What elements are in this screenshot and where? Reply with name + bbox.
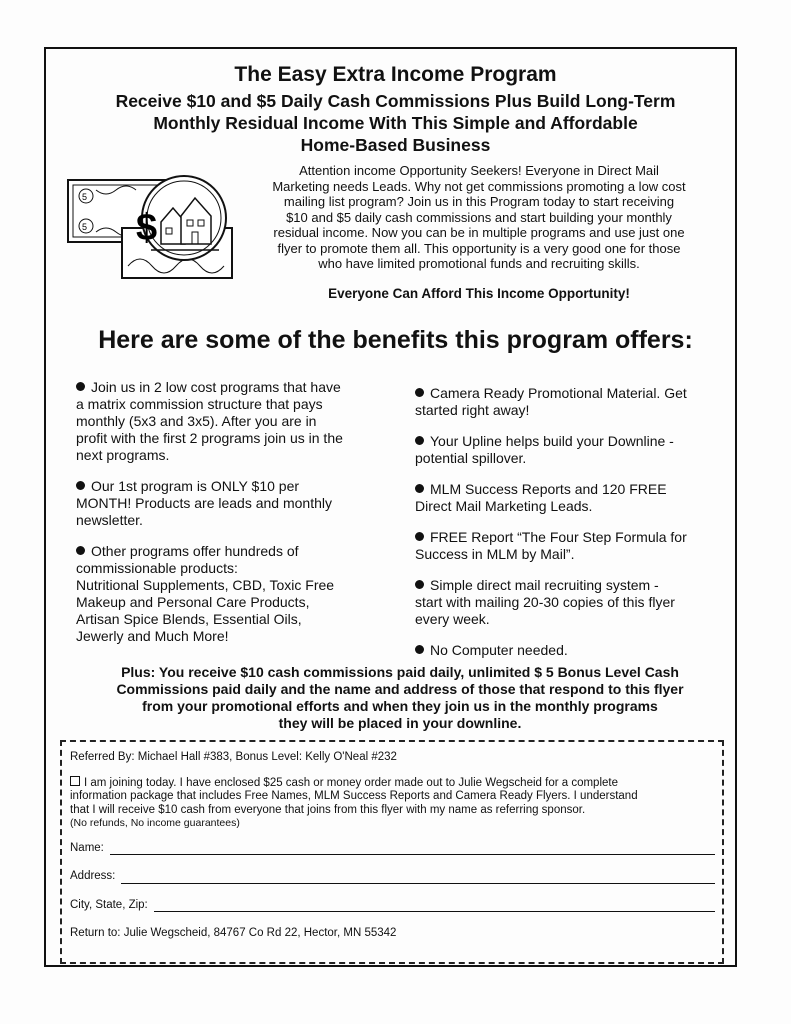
- svg-text:5: 5: [82, 222, 88, 232]
- subtitle-line: Home-Based Business: [300, 135, 491, 155]
- city-state-zip-label: City, State, Zip:: [70, 898, 148, 911]
- benefit-line: Simple direct mail recruiting system -: [430, 577, 659, 593]
- benefit-line: Our 1st program is ONLY $10 per: [91, 478, 300, 494]
- disclaimer: (No refunds, No income guarantees): [70, 817, 240, 829]
- benefit-line: Jewerly and Much More!: [76, 628, 229, 644]
- benefit-line: Success in MLM by Mail”.: [415, 546, 575, 562]
- address-line[interactable]: [121, 872, 715, 884]
- bullet-icon: [415, 645, 424, 654]
- page-title: The Easy Extra Income Program: [234, 63, 557, 86]
- benefit-item: [76, 379, 388, 464]
- benefit-line: commissionable products:: [76, 560, 238, 576]
- plus-line: Commissions paid daily and the name and address of those that respond to this flyer: [116, 681, 684, 697]
- join-line: that I will receive $10 cash from everyone that joins from this flyer with my name as referring sponsor.: [70, 803, 586, 816]
- plus-paragraph: [70, 664, 730, 732]
- intro-line: mailing list program? Join us in this Program today to start receiving: [283, 194, 675, 209]
- name-line[interactable]: [110, 843, 715, 855]
- intro-line: $10 and $5 daily cash commissions and start building your monthly: [286, 209, 672, 225]
- subtitle-line: Receive $10 and $5 Daily Cash Commissions Plus Build Long-Term: [115, 91, 676, 111]
- plus-line: Plus: You receive $10 cash commissions paid daily, unlimited $ 5 Bonus Level Cash: [121, 664, 679, 680]
- benefit-item: [415, 481, 725, 515]
- bullet-icon: [415, 532, 424, 541]
- benefit-line: potential spillover.: [415, 450, 527, 466]
- join-line: information package that includes Free Names, MLM Success Reports and Camera Ready Flyers. I understand: [70, 790, 638, 802]
- intro-line: flyer to promote them all. This opportunity is a very good one for those: [277, 240, 681, 256]
- subtitle-line: Monthly Residual Income With This Simple and Affordable: [153, 113, 638, 133]
- return-to: Return to: Julie Wegscheid, 84767 Co Rd 22, Hector, MN 55342: [70, 927, 397, 939]
- bullet-icon: [415, 436, 424, 445]
- svg-text:5: 5: [82, 192, 88, 202]
- benefit-item: [415, 433, 725, 467]
- benefit-line: No Computer needed.: [430, 642, 568, 658]
- bullet-icon: [415, 484, 424, 493]
- bullet-icon: [76, 382, 85, 391]
- benefit-line: FREE Report “The Four Step Formula for: [430, 529, 687, 545]
- order-form: [70, 751, 715, 941]
- intro-paragraph: [244, 163, 714, 272]
- benefit-line: Join us in 2 low cost programs that have: [91, 379, 341, 395]
- benefit-item: [76, 543, 388, 645]
- intro-tagline: Everyone Can Afford This Income Opportunity!: [328, 286, 630, 301]
- city-state-zip-field[interactable]: [70, 899, 715, 913]
- benefit-line: newsletter.: [76, 512, 143, 528]
- plus-line: they will be placed in your downline.: [278, 715, 522, 731]
- bullet-icon: [76, 481, 85, 490]
- benefit-line: Your Upline helps build your Downline -: [430, 433, 674, 449]
- referred-by: Referred By: Michael Hall #383, Bonus Level: Kelly O'Neal #232: [70, 751, 397, 763]
- benefit-line: started right away!: [415, 402, 530, 418]
- benefits-heading: Here are some of the benefits this program offers:: [98, 326, 693, 354]
- benefit-line: Camera Ready Promotional Material. Get: [430, 385, 687, 401]
- benefit-line: monthly (5x3 and 3x5). After you are in: [76, 413, 317, 429]
- city-state-zip-line[interactable]: [154, 900, 715, 912]
- address-label: Address:: [70, 870, 116, 882]
- join-checkbox[interactable]: [70, 776, 80, 786]
- intro-line: Marketing needs Leads. Why not get commissions promoting a low cost: [272, 178, 686, 194]
- money-house-illustration: [66, 170, 242, 282]
- name-field[interactable]: [70, 842, 715, 856]
- benefit-line: profit with the first 2 programs join us in the: [76, 430, 343, 446]
- intro-line: residual income. Now you can be in multiple programs and use just one: [273, 225, 685, 240]
- benefit-line: Makeup and Personal Care Products,: [76, 594, 310, 610]
- join-statement: [70, 776, 715, 831]
- benefit-line: Nutritional Supplements, CBD, Toxic Free: [76, 577, 335, 593]
- benefit-line: MLM Success Reports and 120 FREE: [430, 481, 667, 497]
- benefit-line: Artisan Spice Blends, Essential Oils,: [76, 611, 302, 627]
- page-subtitle: [60, 90, 731, 156]
- address-field[interactable]: [70, 870, 715, 884]
- benefit-item: [415, 529, 725, 563]
- join-line: I am joining today. I have enclosed $25 cash or money order made out to Julie Wegscheid for a complete: [84, 776, 618, 789]
- bullet-icon: [76, 546, 85, 555]
- benefit-item: [76, 478, 388, 529]
- benefit-line: MONTH! Products are leads and monthly: [76, 495, 332, 511]
- plus-line: from your promotional efforts and when they join us in the monthly programs: [142, 698, 658, 714]
- benefit-item: [415, 577, 725, 628]
- bullet-icon: [415, 388, 424, 397]
- svg-text:$: $: [136, 207, 158, 249]
- benefits-left-column: [76, 379, 388, 659]
- intro-line: Attention income Opportunity Seekers! Everyone in Direct Mail: [299, 163, 659, 178]
- benefit-line: every week.: [415, 611, 490, 627]
- benefit-line: a matrix commission structure that pays: [76, 396, 323, 412]
- benefit-item: [415, 385, 725, 419]
- benefit-item: [415, 642, 725, 659]
- bullet-icon: [415, 580, 424, 589]
- benefit-line: Direct Mail Marketing Leads.: [415, 498, 593, 514]
- name-label: Name:: [70, 841, 104, 854]
- benefit-line: start with mailing 20-30 copies of this flyer: [415, 594, 675, 610]
- benefit-line: Other programs offer hundreds of: [91, 543, 299, 559]
- benefits-right-column: [415, 385, 725, 673]
- intro-line: who have limited promotional funds and recruiting skills.: [318, 256, 640, 271]
- benefit-line: next programs.: [76, 447, 170, 463]
